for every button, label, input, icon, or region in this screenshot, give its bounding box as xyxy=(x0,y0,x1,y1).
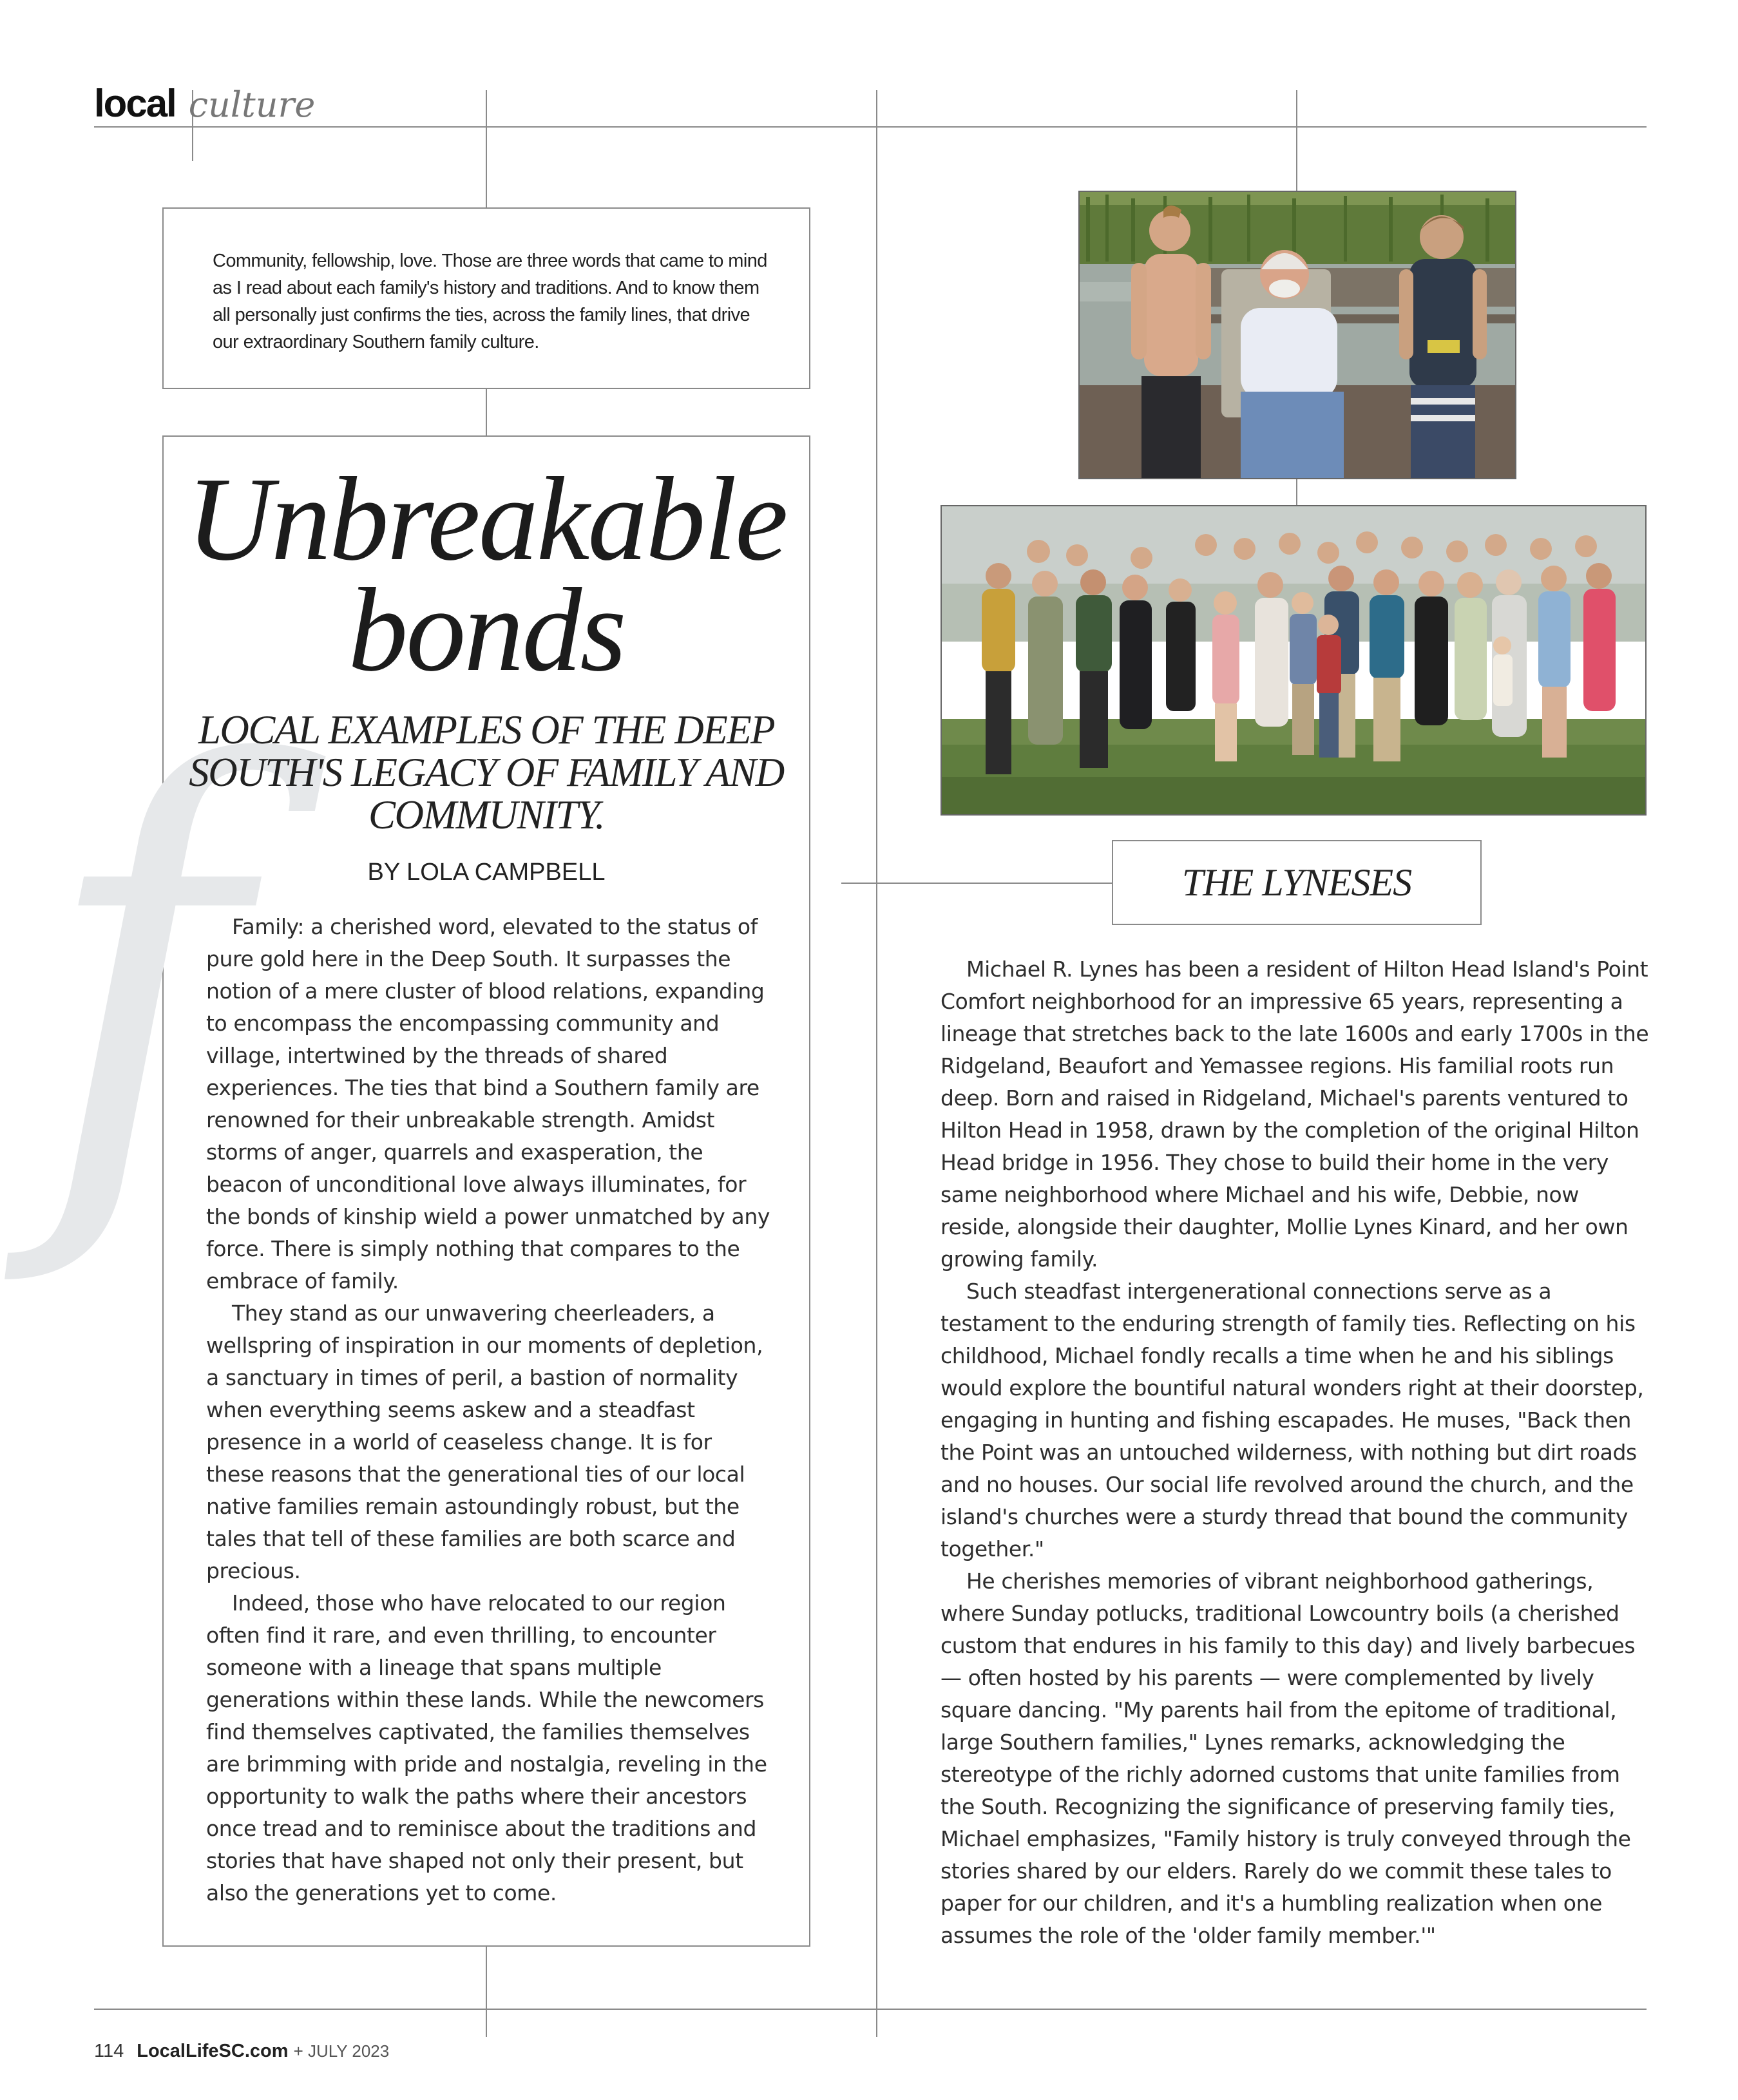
paragraph: He cherishes memories of vibrant neighborhood gatherings, where Sunday potlucks, traditional Lowcountry boils (a cherished custom that endures in his family to this day) and lively barbecues — often hosted by his parents — were complemented by lively square dancing. "My parents hail from the epitome of traditional, large Southern families," Lynes remarks, acknowledging the stereotype of the richly adorned customs that unite families from the South. Recognizing the significance of preserving family ties, Michael emphasizes, "Family history is truly conveyed through the stories shared by our elders. Rarely do we commit these tales to paper for our children, and it's a humbling realization when one assumes the role of the 'older family member.'" xyxy=(941,1569,1636,1948)
family-photo-dock xyxy=(1078,191,1516,479)
byline: BY LOLA CAMPBELL xyxy=(367,859,606,886)
grid-line-right-top xyxy=(1296,90,1297,191)
pull-quote-text: Community, fellowship, love. Those are three words that came to mind as I read about each family's history and traditions. And to know them all personally just confirms the ties, across the family lines, that drive our extraordinary Southern family culture. xyxy=(213,251,767,352)
section-label xyxy=(94,81,315,128)
photo-dock-image xyxy=(1080,192,1515,478)
brand-wordmark: local xyxy=(94,82,176,125)
issue-date: + JULY 2023 xyxy=(293,2041,390,2061)
left-body-text xyxy=(206,911,773,1909)
grid-line-left-bottom xyxy=(486,1947,487,2037)
grid-line-right-mid xyxy=(1296,479,1297,505)
footer-rule xyxy=(94,2009,1647,2010)
header-rule xyxy=(94,126,1647,128)
paragraph: Such steadfast intergenerational connections serve as a testament to the enduring strength of family ties. Reflecting on his childhood, Michael fondly recalls a time when he and his siblings would explore the bountiful natural wonders right at their doorstep, engaging in hunting and fishing escapades. He muses, "Back then the Point was an untouched wilderness, with nothing but dirt roads and no houses. Our social life revolved around the church, and the island's churches were a sturdy thread that bound the community together." xyxy=(941,1279,1644,1561)
grid-line-left-top xyxy=(486,90,487,207)
paragraph: Michael R. Lynes has been a resident of Hilton Head Island's Point Comfort neighborhood for an impressive 65 years, representing a lineage that stretches back to the late 1600s and early 1700s in the Ridgeland, Beaufort and Yemassee regions. His familial roots run deep. Born and raised in Ridgeland, Michael's parents ventured to Hilton Head in 1958, drawn by the completion of the original Hilton Head bridge in 1956. They chose to build their home in the very same neighborhood where Michael and his wife, Debbie, now reside, alongside their daughter, Mollie Lynes Kinard, and her own growing family. xyxy=(941,957,1649,1272)
column-divider xyxy=(876,90,877,2037)
site-link[interactable]: LocalLifeSC.com xyxy=(137,2041,289,2061)
page-footer xyxy=(94,2039,389,2063)
pull-quote-box xyxy=(162,207,810,389)
family-group-photo xyxy=(941,505,1647,816)
paragraph: Family: a cherished word, elevated to the status of pure gold here in the Deep South. It surpasses the notion of a mere cluster of blood relations, expanding to encompass the encompassing community and village, intertwined by the threads of shared experiences. The ties that bind a Southern family are renowned for their unbreakable strength. Amidst storms of anger, quarrels and exasperation, the beacon of unconditional love always illuminates, for the bonds of kinship wield a power unmatched by any force. There is simply nothing that compares to the embrace of family. xyxy=(206,914,770,1293)
headline-line-1: Unbreakable xyxy=(186,453,787,586)
photo-group-image xyxy=(942,506,1645,814)
section-subhead: THE LYNESES xyxy=(1112,840,1482,925)
headline-line-2: bonds xyxy=(348,564,625,696)
page-number: 114 xyxy=(94,2041,124,2061)
paragraph: They stand as our unwavering cheerleaders, a wellspring of inspiration in our moments of depletion, a sanctuary in times of peril, a bastion of normality when everything seems askew and a steadfast presence in a world of ceaseless change. It is for these reasons that the generational ties of our local native families remain astoundingly robust, but the tales that tell of these families are both scarce and precious. xyxy=(206,1301,763,1583)
right-body-text xyxy=(941,953,1649,1952)
headline xyxy=(162,453,810,696)
section-name: culture xyxy=(188,84,316,125)
paragraph: Indeed, those who have relocated to our region often find it rare, and even thrilling, to encounter someone with a lineage that spans multiple generations within these lands. While the newcomers find themselves captivated, the families themselves are brimming with pride and nostalgia, reveling in the opportunity to walk the paths where their ancestors once tread and to reminisce about the traditions and stories that have shaped not only their present, but also the generations yet to come. xyxy=(206,1590,767,1905)
deck: LOCAL EXAMPLES OF THE DEEP SOUTH'S LEGACY OF FAMILY AND COMMUNITY. xyxy=(189,707,784,837)
grid-line-left-mid xyxy=(486,389,487,435)
decorative-initial: f xyxy=(39,650,244,1295)
subhead-connector xyxy=(841,883,1112,884)
